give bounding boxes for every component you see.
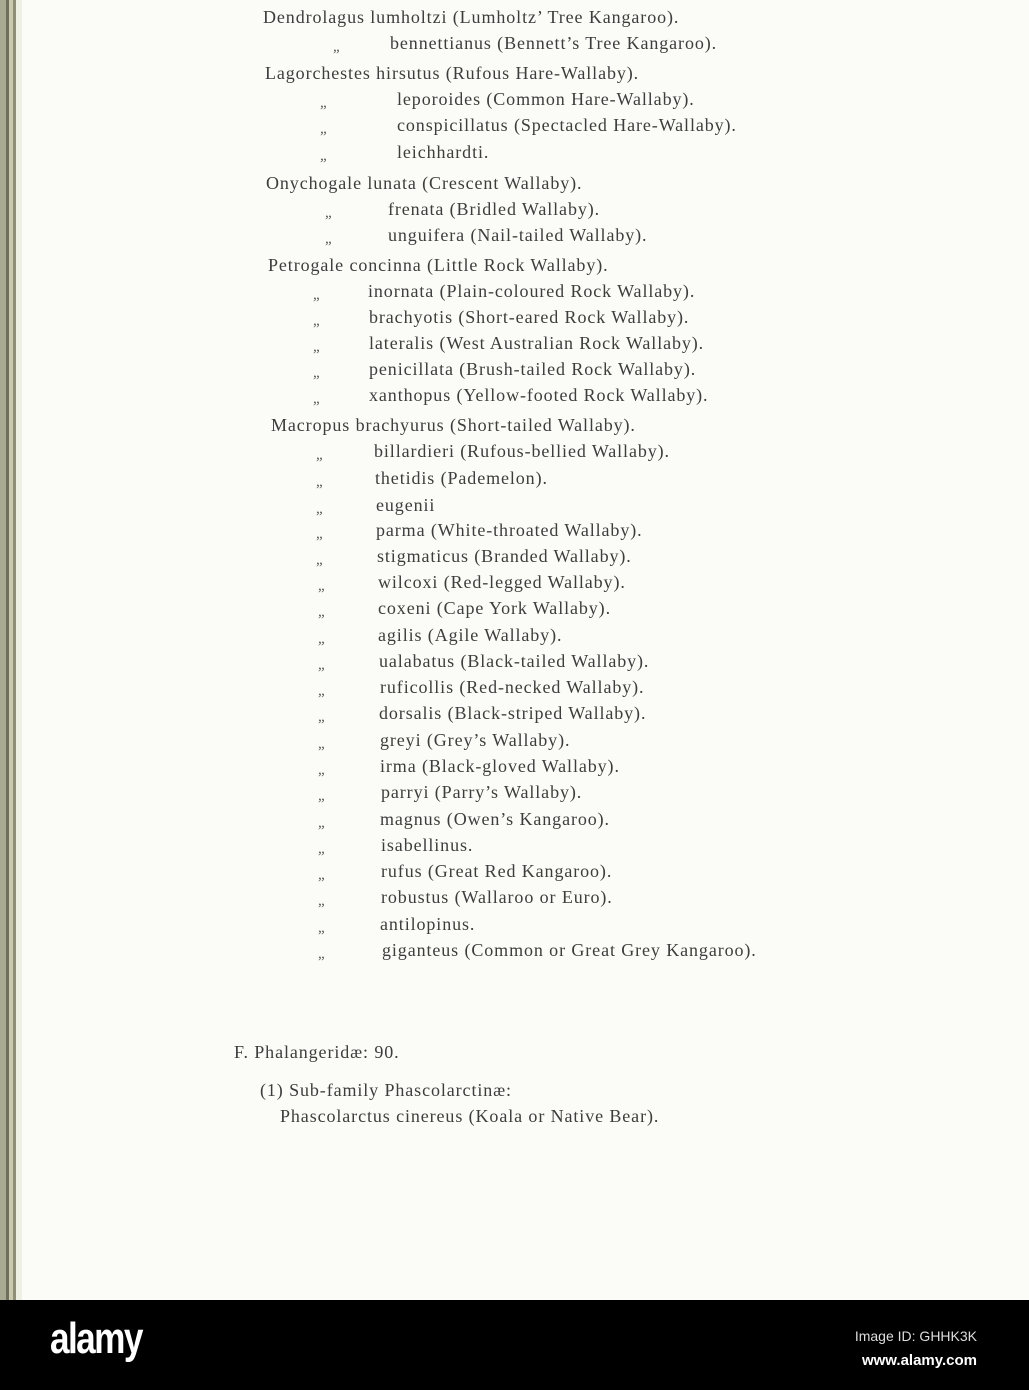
species-entry: conspicillatus (Spectacled Hare-Wallaby).: [397, 115, 737, 135]
species-entry: eugenii: [376, 495, 436, 515]
species-entry: leporoides (Common Hare-Wallaby).: [397, 89, 695, 109]
ditto-mark: „: [318, 920, 325, 936]
species-entry: xanthopus (Yellow-footed Rock Wallaby).: [369, 385, 709, 405]
species-entry: thetidis (Pademelon).: [375, 468, 548, 488]
ditto-mark: „: [320, 121, 327, 137]
ditto-mark: „: [325, 231, 332, 247]
species-entry: irma (Black-gloved Wallaby).: [380, 756, 620, 776]
ditto-mark: „: [316, 501, 323, 517]
family-heading: F. Phalangeridæ: 90.: [234, 1042, 400, 1062]
ditto-mark: „: [316, 447, 323, 463]
species-entry: giganteus (Common or Great Grey Kangaroo).: [382, 940, 757, 960]
ditto-mark: „: [316, 526, 323, 542]
alamy-logo: alamy: [50, 1314, 142, 1363]
species-entry: magnus (Owen’s Kangaroo).: [380, 809, 610, 829]
species-entry: greyi (Grey’s Wallaby).: [380, 730, 571, 750]
ditto-mark: „: [320, 95, 327, 111]
genus-entry: Macropus brachyurus (Short-tailed Wallaby).: [271, 415, 636, 435]
ditto-mark: „: [313, 313, 320, 329]
species-entry: frenata (Bridled Wallaby).: [388, 199, 601, 219]
ditto-mark: „: [313, 391, 320, 407]
ditto-mark: „: [318, 604, 325, 620]
species-entry: bennettianus (Bennett’s Tree Kangaroo).: [390, 33, 718, 53]
species-entry: stigmaticus (Branded Wallaby).: [377, 546, 632, 566]
ditto-mark: „: [318, 788, 325, 804]
ditto-mark: „: [318, 709, 325, 725]
species-entry: ruficollis (Red-necked Wallaby).: [380, 677, 645, 697]
species-entry: ualabatus (Black-tailed Wallaby).: [379, 651, 650, 671]
ditto-mark: „: [318, 762, 325, 778]
species-entry: unguifera (Nail-tailed Wallaby).: [388, 225, 648, 245]
species-entry: wilcoxi (Red-legged Wallaby).: [378, 572, 626, 592]
image-id: Image ID: GHHK3K: [854, 1328, 977, 1344]
genus-entry: Dendrolagus lumholtzi (Lumholtz’ Tree Kangaroo).: [263, 7, 680, 27]
ditto-mark: „: [316, 552, 323, 568]
species-entry: coxeni (Cape York Wallaby).: [378, 598, 611, 618]
species-entry: penicillata (Brush-tailed Rock Wallaby).: [369, 359, 697, 379]
ditto-mark: „: [318, 841, 325, 857]
species-entry: inornata (Plain-coloured Rock Wallaby).: [368, 281, 696, 301]
ditto-mark: „: [318, 683, 325, 699]
genus-entry: Lagorchestes hirsutus (Rufous Hare-Wallaby).: [265, 63, 640, 83]
watermark-url: www.alamy.com: [861, 1352, 977, 1369]
ditto-mark: „: [313, 365, 320, 381]
species-entry: rufus (Great Red Kangaroo).: [381, 861, 613, 881]
species-entry: dorsalis (Black-striped Wallaby).: [379, 703, 647, 723]
subfamily-species: Phascolarctus cinereus (Koala or Native Bear).: [280, 1106, 660, 1126]
species-entry: leichhardti.: [397, 142, 490, 162]
ditto-mark: „: [333, 39, 340, 55]
species-entry: agilis (Agile Wallaby).: [378, 625, 563, 645]
ditto-mark: „: [318, 631, 325, 647]
species-entry: billardieri (Rufous-bellied Wallaby).: [374, 441, 670, 461]
ditto-mark: „: [318, 946, 325, 962]
ditto-mark: „: [318, 736, 325, 752]
ditto-mark: „: [313, 287, 320, 303]
species-entry: parma (White-throated Wallaby).: [376, 520, 643, 540]
species-entry: parryi (Parry’s Wallaby).: [381, 782, 583, 802]
page-edge: [16, 0, 22, 1300]
ditto-mark: „: [313, 339, 320, 355]
ditto-mark: „: [320, 148, 327, 164]
subfamily-heading: (1) Sub-family Phascolarctinæ:: [260, 1080, 512, 1100]
watermark-banner: [0, 1300, 1029, 1390]
species-entry: antilopinus.: [380, 914, 476, 934]
genus-entry: Onychogale lunata (Crescent Wallaby).: [266, 173, 583, 193]
genus-entry: Petrogale concinna (Little Rock Wallaby).: [268, 255, 609, 275]
ditto-mark: „: [318, 893, 325, 909]
ditto-mark: „: [318, 657, 325, 673]
ditto-mark: „: [318, 867, 325, 883]
species-entry: isabellinus.: [381, 835, 474, 855]
ditto-mark: „: [318, 815, 325, 831]
species-entry: brachyotis (Short-eared Rock Wallaby).: [369, 307, 690, 327]
species-entry: lateralis (West Australian Rock Wallaby).: [369, 333, 705, 353]
ditto-mark: „: [325, 205, 332, 221]
ditto-mark: „: [318, 578, 325, 594]
ditto-mark: „: [316, 474, 323, 490]
species-entry: robustus (Wallaroo or Euro).: [381, 887, 613, 907]
